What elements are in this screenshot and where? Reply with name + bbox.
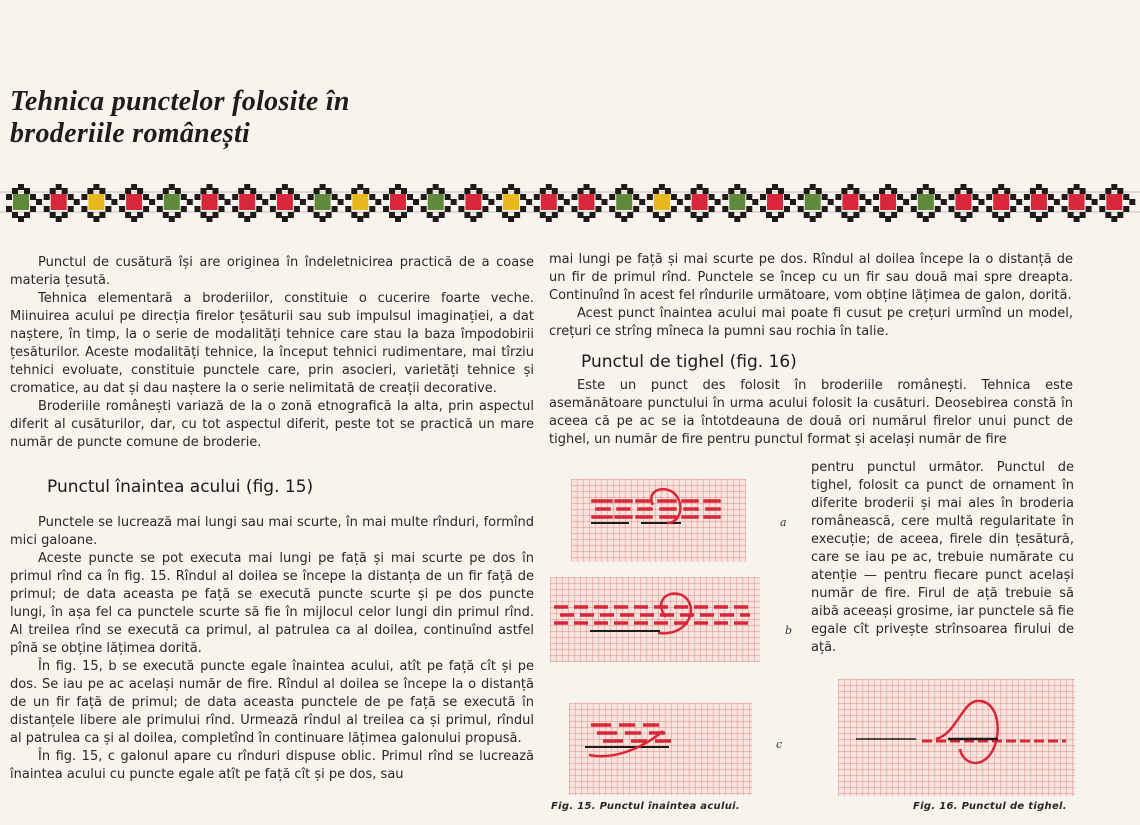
ornament-motif (421, 184, 457, 222)
ornament-motif (1024, 184, 1060, 222)
page-title (10, 86, 510, 150)
title-line-2: broderiile românești (10, 118, 251, 149)
ornament-motif (458, 184, 494, 222)
intro-paragraph-2: Tehnica elementară a broderiilor, constituie o cucerire foarte veche. Miinuirea acului pe direcția firelor țesăturii sau sub impulsul imaginației, a dat naștere, în timp, la o serie de modalități tehnice care stau la baza împodobirii țesăturilor. Aceste modalități tehnice, la început tehnici rudimentare, mai tîrziu tehnici evoluate, constituie punctele care, prin asocieri, varietăți tehnice și cromatice, au dat și dau naștere la o serie nelimitată de creații decorative. (10, 291, 534, 396)
intro-paragraph-1: Punctul de cusătură își are originea în îndeletnicirea practică de a coase materia țesută. (10, 255, 534, 288)
fig16-caption: Fig. 16. Punctul de tighel. (913, 801, 1067, 812)
fig15-letter-a: a (780, 516, 787, 529)
ornament-motif (949, 184, 985, 222)
ornament-motif (534, 184, 570, 222)
ornament-motif (722, 184, 758, 222)
ornament-motif (798, 184, 834, 222)
ornament-motif (157, 184, 193, 222)
ornament-motif (308, 184, 344, 222)
section1-continued-2: Acest punct înaintea acului mai poate fi cusut pe crețuri urmînd un model, crețuri ce strîng mîneca la pumni sau rochia în talie. (549, 306, 1073, 339)
section1-paragraph-4: În fig. 15, c galonul apare cu rînduri dispuse oblic. Primul rînd se lucrează înaintea acului cu puncte egale atît pe față cît și pe dos, sau (10, 749, 534, 782)
ornament-motif (232, 184, 268, 222)
ornament-motif (119, 184, 155, 222)
ornament-motif (609, 184, 645, 222)
fig15-caption: Fig. 15. Punctul înaintea acului. (551, 801, 740, 812)
ornament-motif (835, 184, 871, 222)
section-heading-running-stitch: Punctul înaintea acului (fig. 15) (47, 477, 314, 497)
fig15-letter-c: c (776, 738, 783, 751)
right-column (549, 251, 1073, 449)
title-line-1: Tehnica punctelor folosite în (10, 86, 350, 117)
ornament-motif (6, 184, 42, 222)
ornament-motif (496, 184, 532, 222)
left-column (10, 254, 534, 784)
section2-paragraph: Este un punct des folosit în broderiile românești. Tehnica este asemănătoare punctului în urma acului folosit la cusături. Deosebirea constă în aceea că pe ac se ia întotdeauna de două ori numărul firelor unui punct de tighel, un număr de fire pentru punctul format și același număr de fire (549, 378, 1073, 447)
ornament-motif (986, 184, 1022, 222)
section1-paragraph-2: Aceste puncte se pot executa mai lungi pe față și mai scurte pe dos în primul rînd ca în fig. 15. Rîndul al doilea se începe la distanța de un fir față de primul; de data aceasta pe față se execută puncte scurte și pe dos puncte lungi, în așa fel ca punctele scurte să fie în mijlocul celor lungi din primul rînd. Al treilea rînd se execută ca primul, al patrulea ca al doilea, continuînd astfel pînă se obține lățimea dorită. (10, 551, 534, 656)
ornament-motif (345, 184, 381, 222)
fig15-letter-b: b (785, 624, 793, 637)
section-heading-backstitch: Punctul de tighel (fig. 16) (581, 352, 797, 372)
ornament-motif (270, 184, 306, 222)
ornament-motif (760, 184, 796, 222)
fig16-illustration (838, 679, 1075, 796)
ornament-motif (44, 184, 80, 222)
ornament-motif (81, 184, 117, 222)
fig15b-illustration (550, 577, 760, 662)
ornament-motif (685, 184, 721, 222)
section1-continued-1: mai lungi pe față și mai scurte pe dos. Rîndul al doilea începe la o distanță de un fir de primul rînd. Punctele se încep cu un fir sau două mai spre dreapta. Continuînd în acest fel rîndurile următoare, vom obține lățimea de galon, dorită. (549, 252, 1073, 303)
section1-paragraph-1: Punctele se lucrează mai lungi sau mai scurte, în mai multe rînduri, formînd mici galoane. (10, 515, 534, 548)
section1-paragraph-3: În fig. 15, b se execută puncte egale înaintea acului, atît pe față cît și pe dos. Se iau pe ac același număr de fire. Rîndul al doilea se începe la o distanță de un fir față de primul; de data aceasta punctele de pe față se execută în distanțele libere ale primului rînd. Urmează rîndul al treilea ca și primul, rîndul al patrulea ca și al doilea, completînd în continuare lățimea galonului propusă. (10, 659, 534, 746)
fig15a-illustration (571, 479, 746, 562)
section2-paragraph-continued: pentru punctul următor. Punctul de tighel, folosit ca punct de ornament în diferite broderii și mai ales în broderia românească, cere multă regularitate în execuție; de aceea, firele din țesătură, care se iau pe ac, trebuie numărate cu atenție — pentru fiecare punct același număr de fire. Firul de ață trebuie să aibă aceeași grosime, iar punctele să fie egale cît privește strînsoarea firului de ață. (811, 460, 1074, 655)
ornament-motif (1062, 184, 1098, 222)
ornament-motif (911, 184, 947, 222)
ornament-motif (383, 184, 419, 222)
ornament-motif (1099, 184, 1135, 222)
embroidery-ornament-band (0, 180, 1140, 224)
ornament-motif (873, 184, 909, 222)
ornament-motif (647, 184, 683, 222)
intro-paragraph-3: Broderiile românești variază de la o zonă etnografică la alta, prin aspectul diferit al cusăturilor, dar, cu tot aspectul diferit, peste tot se practică un mare număr de puncte comune de broderie. (10, 399, 534, 450)
ornament-motif (195, 184, 231, 222)
fig15c-illustration (569, 703, 752, 795)
ornament-motif (572, 184, 608, 222)
